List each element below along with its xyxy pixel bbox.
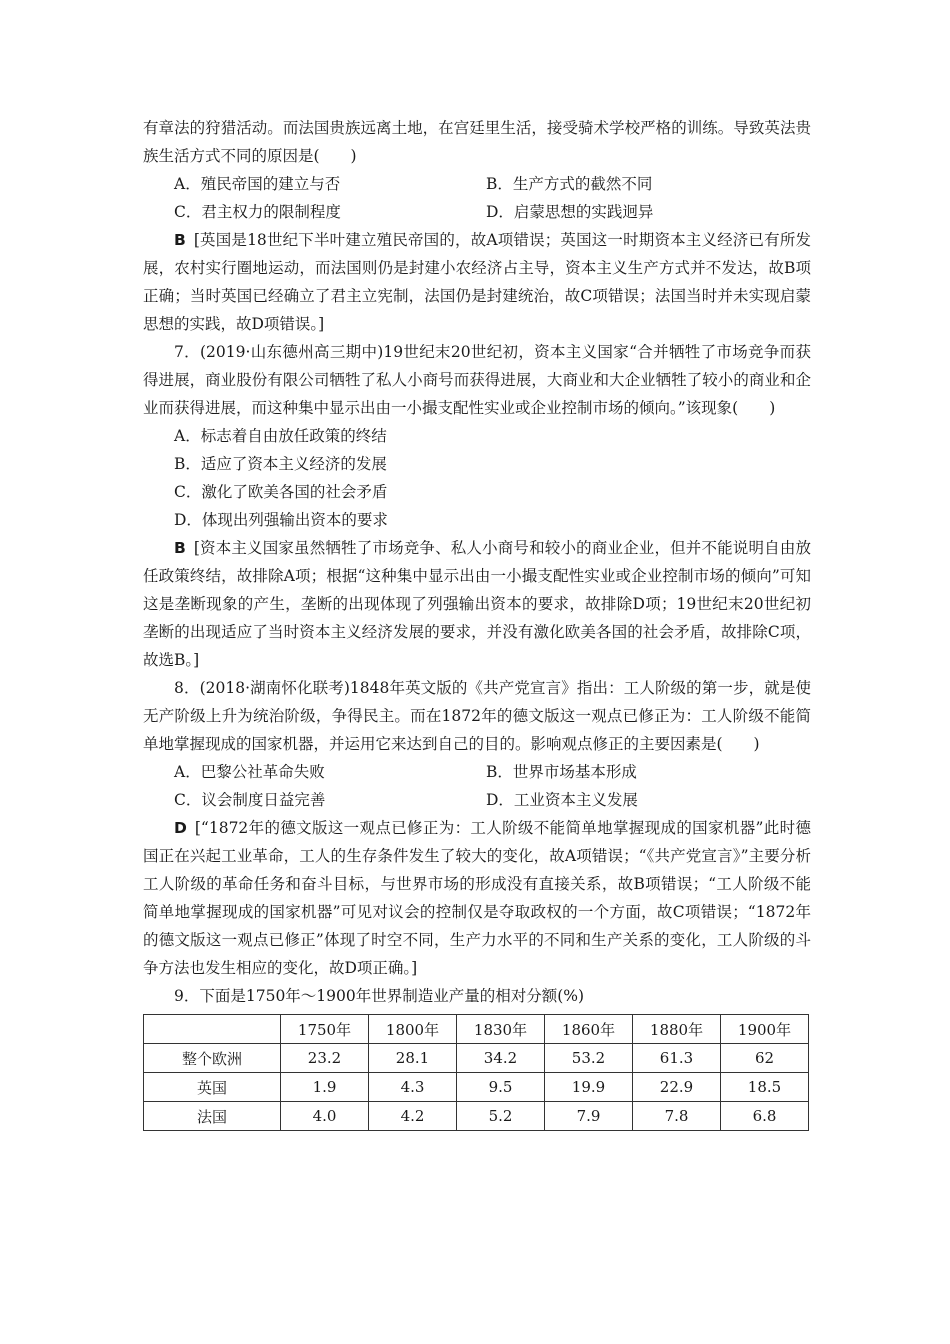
q8-explanation-block — [143, 814, 811, 982]
table-header-cell: 1900年 — [721, 1015, 809, 1044]
table-cell: 28.1 — [369, 1044, 457, 1073]
q6-options-cd — [143, 198, 811, 226]
q8-option-b: B．世界市场基本形成 — [486, 763, 637, 781]
table-header-cell: 1880年 — [633, 1015, 721, 1044]
q8-option-a: A．巴黎公社革命失败 — [174, 763, 325, 781]
q7-explanation: [资本主义国家虽然牺牲了市场竞争、私人小商号和较小的商业企业，但并不能说明自由放任政策终结，故排除A项；根据“这种集中显示出由一小撮支配性实业或企业控制市场的倾向”可知这是垄断现象的产生，垄断的出现体现了列强输出资本的要求，故排除D项；19世纪末20世纪初垄断的出现适应了当时资本主义经济发展的要求，并没有激化欧美各国的社会矛盾，故排除C项，故选B。] — [143, 539, 811, 669]
table-header-cell: 1750年 — [281, 1015, 369, 1044]
q8-option-d: D．工业资本主义发展 — [486, 791, 638, 809]
table-row-label: 整个欧洲 — [144, 1044, 281, 1073]
table-cell: 61.3 — [633, 1044, 721, 1073]
table-header-row — [144, 1015, 809, 1044]
q9-stem: 9．下面是1750年～1900年世界制造业产量的相对分额(%) — [174, 987, 585, 1005]
table-cell: 1.9 — [281, 1073, 369, 1102]
q7-stem: 7．(2019·山东德州高三期中)19世纪末20世纪初，资本主义国家“合并牺牲了市场竞争而获得进展，商业股份有限公司牺牲了私人小商号而获得进展，大商业和大企业牺牲了较小的商业和企业而获得进展，而这种集中显示出由一小撮支配性实业或企业控制市场的倾向。”该现象( ) — [143, 343, 811, 417]
q8-option-c: C．议会制度日益完善 — [174, 791, 326, 809]
table-cell: 5.2 — [457, 1102, 545, 1131]
table-cell: 19.9 — [545, 1073, 633, 1102]
q7-explanation-block — [143, 534, 811, 674]
q7-option-c: C．激化了欧美各国的社会矛盾 — [174, 483, 388, 501]
table-row — [144, 1102, 809, 1131]
q7-answer: B — [174, 539, 186, 557]
q8-stem: 8．(2018·湖南怀化联考)1848年英文版的《共产党宣言》指出：工人阶级的第一步，就是使无产阶级上升为统治阶级，争得民主。而在1872年的德文版这一观点已修正为：工人阶级不能简单地掌握现成的国家机器，并运用它来达到自己的目的。影响观点修正的主要因素是( ) — [143, 679, 811, 753]
q6-option-c: C．君主权力的限制程度 — [174, 203, 341, 221]
table-header-cell — [144, 1015, 281, 1044]
table-row — [144, 1073, 809, 1102]
q7-option-d: D．体现出列强输出资本的要求 — [174, 511, 388, 529]
q8-explanation: [“1872年的德文版这一观点已修正为：工人阶级不能简单地掌握现成的国家机器”此时德国正在兴起工业革命，工人的生存条件发生了较大的变化，故A项错误；“《共产党宣言》”主要分析工人阶级的革命任务和奋斗目标，与世界市场的形成没有直接关系，故B项错误；“工人阶级不能简单地掌握现成的国家机器”可见对议会的控制仅是夺取政权的一个方面，故C项错误；“1872年的德文版这一观点已修正”体现了时空不同，生产力水平的不同和生产关系的变化，工人阶级的斗争方法也发生相应的变化，故D项正确。] — [143, 819, 811, 977]
table-cell: 7.8 — [633, 1102, 721, 1131]
table-header-cell: 1860年 — [545, 1015, 633, 1044]
table-cell: 4.3 — [369, 1073, 457, 1102]
table-row-label: 英国 — [144, 1073, 281, 1102]
table-cell: 22.9 — [633, 1073, 721, 1102]
table-cell: 62 — [721, 1044, 809, 1073]
table-cell: 18.5 — [721, 1073, 809, 1102]
table-row — [144, 1044, 809, 1073]
table-header-cell: 1830年 — [457, 1015, 545, 1044]
table-cell: 34.2 — [457, 1044, 545, 1073]
table-cell: 23.2 — [281, 1044, 369, 1073]
table-cell: 7.9 — [545, 1102, 633, 1131]
q6-options-ab — [143, 170, 811, 198]
q6-option-d: D．启蒙思想的实践迥异 — [486, 203, 654, 221]
q8-options-cd — [143, 786, 811, 814]
table-cell: 53.2 — [545, 1044, 633, 1073]
q6-stem: 有章法的狩猎活动。而法国贵族远离土地，在宫廷里生活，接受骑术学校严格的训练。导致英法贵族生活方式不同的原因是( ) — [143, 119, 811, 165]
table-row-label: 法国 — [144, 1102, 281, 1131]
q8-options-ab — [143, 758, 811, 786]
q6-explanation-block — [143, 226, 811, 338]
document-page — [143, 114, 811, 1131]
table-cell: 9.5 — [457, 1073, 545, 1102]
q6-option-b: B．生产方式的截然不同 — [486, 175, 653, 193]
q6-answer: B — [174, 231, 186, 249]
q8-answer: D — [174, 819, 187, 837]
q9-data-table — [143, 1014, 809, 1131]
q6-option-a: A．殖民帝国的建立与否 — [174, 175, 341, 193]
table-cell: 6.8 — [721, 1102, 809, 1131]
table-cell: 4.0 — [281, 1102, 369, 1131]
q7-option-b: B．适应了资本主义经济的发展 — [174, 455, 387, 473]
q6-explanation: [英国是18世纪下半叶建立殖民帝国的，故A项错误；英国这一时期资本主义经济已有所发展，农村实行圈地运动，而法国则仍是封建小农经济占主导，资本主义生产方式并不发达，故B项正确；当时英国已经确立了君主立宪制，法国仍是封建统治，故C项错误；法国当时并未实现启蒙思想的实践，故D项错误。] — [143, 231, 811, 333]
table-cell: 4.2 — [369, 1102, 457, 1131]
table-header-cell: 1800年 — [369, 1015, 457, 1044]
q7-option-a: A．标志着自由放任政策的终结 — [174, 427, 387, 445]
